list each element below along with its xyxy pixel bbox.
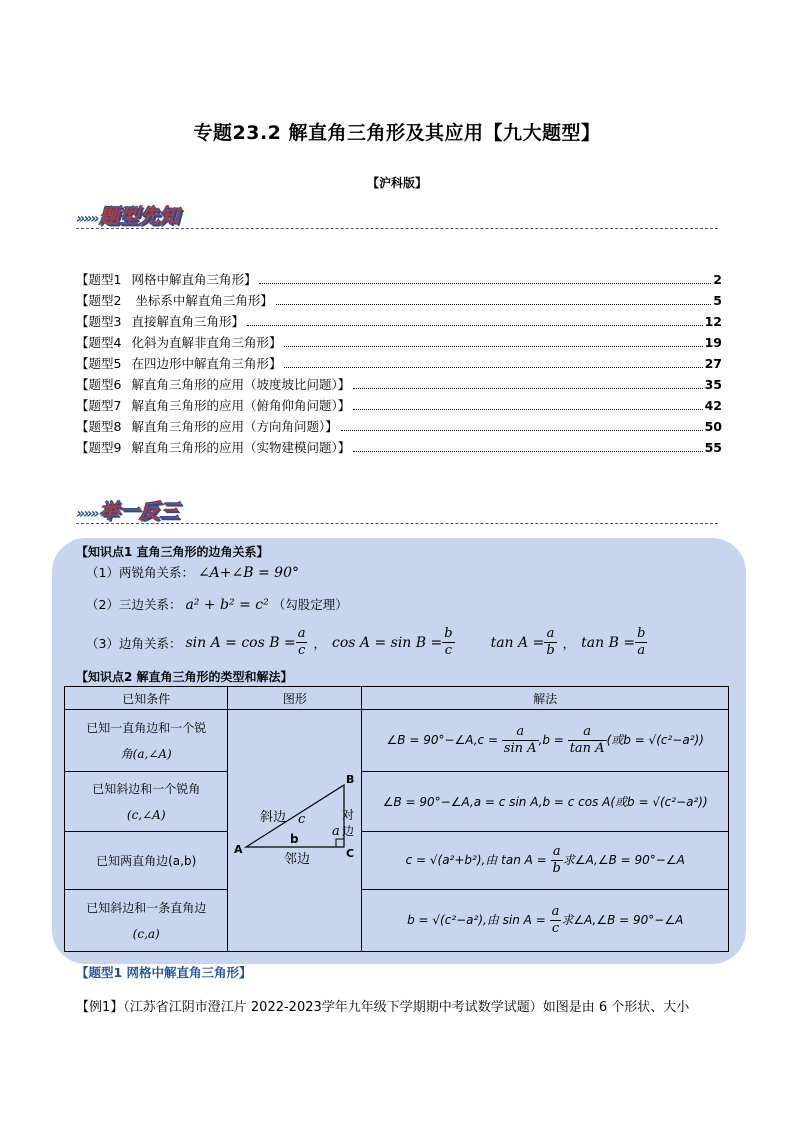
toc-leader	[353, 388, 702, 389]
toc-tag: 【题型2	[76, 293, 122, 308]
condition-cell: 已知两直角边(a,b)	[65, 832, 228, 890]
col-known: 已知条件	[65, 687, 228, 710]
toc-tag: 【题型1	[76, 272, 122, 287]
toc-item[interactable]	[76, 312, 722, 333]
toc-label	[76, 291, 273, 309]
toc-leader	[353, 409, 702, 410]
toc-tag: 【题型4	[76, 335, 122, 350]
toc-label	[76, 270, 256, 288]
knowledge-point-1-heading: 【知识点1 直角三角形的边角关系】	[76, 545, 269, 559]
banner-examples	[76, 495, 179, 524]
toc-page: 5	[713, 293, 722, 308]
toc-leader	[284, 346, 702, 347]
page-title: 专题23.2 解直角三角形及其应用【九大题型】	[193, 122, 601, 144]
col-method: 解法	[362, 687, 729, 710]
toc-leader	[353, 451, 702, 452]
adjacent-label: 邻边	[284, 851, 311, 867]
kp1-item-2-formula: a² + b² = c²	[185, 597, 269, 613]
toc-label	[76, 375, 350, 393]
kp1-item-1-label: （1）两锐角关系：	[86, 565, 194, 580]
toc-tag: 【题型7	[76, 398, 122, 413]
chevron-icon: »»»	[76, 211, 98, 227]
banner-text: 举一反三	[99, 499, 180, 523]
section-heading: 【题型1 网格中解直角三角形】	[76, 965, 252, 980]
method-cell: ∠B = 90°−∠A,c = $\frac{a}{\text{sin A}}$ ,b = $\frac{a}{\text{tan A}}$ (或b = √(c²−a²))	[362, 710, 729, 772]
opposite-label-1: 对	[342, 807, 355, 822]
opposite-label-2: 边	[342, 823, 355, 838]
kp1-item-2	[86, 595, 348, 613]
toc-item[interactable]	[76, 354, 722, 375]
divider	[76, 228, 718, 229]
fraction-a-over-c: $\frac{a}{c}$	[297, 626, 306, 658]
toc-label	[76, 396, 350, 414]
side-b: b	[290, 831, 300, 846]
toc-text: 化斜为直解非直角三角形】	[131, 335, 282, 350]
toc-text: 解直角三角形的应用（方向角问题）】	[131, 419, 338, 434]
kp1-item-1	[86, 563, 299, 581]
toc-page: 50	[704, 419, 722, 434]
condition-cell: 已知斜边和一个锐角 (c,∠A)	[65, 772, 228, 832]
toc-item[interactable]	[76, 417, 722, 438]
toc-tag: 【题型3	[76, 314, 122, 329]
formula-sin: sin A = cos B =	[185, 634, 296, 651]
toc-label	[76, 354, 281, 372]
condition-cell: 已知一直角边和一个锐 角(a,∠A)	[65, 710, 228, 772]
divider	[76, 523, 718, 524]
toc-tag: 【题型5	[76, 356, 122, 371]
toc-text: 网格中解直角三角形】	[131, 272, 257, 287]
side-c: c	[298, 811, 306, 827]
toc-page: 35	[704, 377, 722, 392]
table-row	[65, 890, 729, 952]
toc-item[interactable]	[76, 333, 722, 354]
table-of-contents	[76, 270, 722, 459]
toc-page: 42	[704, 398, 722, 413]
toc-text: 解直角三角形的应用（俯角仰角问题）】	[131, 398, 351, 413]
toc-item[interactable]	[76, 291, 722, 312]
toc-leader	[284, 367, 702, 368]
toc-tag: 【题型8	[76, 419, 122, 434]
vertex-B: B	[346, 772, 355, 786]
condition-cell: 已知斜边和一条直角边 (c,a)	[65, 890, 228, 952]
vertex-A: A	[234, 842, 243, 856]
toc-item[interactable]	[76, 375, 722, 396]
toc-tag: 【题型9	[76, 440, 122, 455]
example-text: 【例1】（江苏省江阴市澄江片 2022-2023学年九年级下学期期中考试数学试题）如图是由 6 个形状、大小	[76, 1000, 690, 1015]
toc-page: 2	[713, 272, 722, 287]
fraction-a-over-b: $\frac{a}{b}$	[546, 626, 555, 658]
toc-text: 直接解直角三角形】	[131, 314, 244, 329]
table-header-row	[65, 687, 729, 710]
solution-table	[64, 686, 729, 952]
toc-leader	[341, 430, 703, 431]
kp1-item-2-label: （2）三边关系：	[86, 597, 182, 612]
toc-label	[76, 417, 338, 435]
vertex-C: C	[346, 846, 355, 860]
toc-item[interactable]	[76, 270, 722, 291]
edition-label: 【沪科版】	[366, 176, 427, 190]
col-figure: 图形	[228, 687, 362, 710]
right-triangle-figure	[228, 711, 361, 951]
formula-cos: cos A = sin B =	[332, 634, 443, 651]
toc-item[interactable]	[76, 438, 722, 459]
toc-page: 12	[704, 314, 722, 329]
toc-text: 解直角三角形的应用（坡度坡比问题）】	[131, 377, 351, 392]
toc-text: 在四边形中解直角三角形】	[131, 356, 282, 371]
side-a: a	[332, 823, 341, 839]
toc-leader	[259, 283, 711, 284]
toc-page: 27	[704, 356, 722, 371]
toc-label	[76, 312, 244, 330]
toc-item[interactable]	[76, 396, 722, 417]
formula-tanA: tan A =	[490, 634, 545, 651]
fraction-b-over-a: $\frac{b}{a}$	[637, 626, 646, 658]
method-cell: ∠B = 90°−∠A,a = c sin A,b = c cos A(或b = √(c²−a²))	[362, 772, 729, 832]
fraction-b-over-c: $\frac{b}{c}$	[444, 626, 453, 658]
kp1-item-2-note: （勾股定理）	[272, 597, 348, 612]
formula-tanB: tan B =	[581, 634, 636, 651]
toc-tag: 【题型6	[76, 377, 122, 392]
table-row	[65, 832, 729, 890]
toc-label	[76, 333, 281, 351]
chevron-icon: »»»	[76, 506, 98, 522]
toc-page: 19	[704, 335, 722, 350]
knowledge-point-2-heading: 【知识点2 解直角三角形的类型和解法】	[76, 670, 293, 684]
toc-leader	[276, 304, 711, 305]
table-row	[65, 710, 729, 772]
hypotenuse-label: 斜边	[260, 809, 287, 825]
table-row	[65, 772, 729, 832]
toc-page: 55	[704, 440, 722, 455]
banner-question-types	[76, 200, 179, 229]
banner-text: 题型先知	[99, 204, 180, 228]
toc-text: 解直角三角形的应用（实物建模问题）】	[131, 440, 351, 455]
kp1-item-3-label: （3）边角关系：	[86, 635, 182, 651]
method-cell: c = √(a²+b²),由 tan A = $\frac{a}{b}$ 求∠A,∠B = 90°−∠A	[362, 832, 729, 890]
kp1-item-3: （3）边角关系： sin A = cos B = $\frac{a}{c}$ ， cos A = sin B = $\frac{b}{c}$ tan A = $\frac{a}{b}$ ， tan B = $\frac{b}{a}$	[86, 626, 646, 658]
figure-cell	[228, 710, 362, 952]
toc-label	[76, 438, 350, 456]
method-cell: b = √(c²−a²),由 sin A = $\frac{a}{c}$ 求∠A,∠B = 90°−∠A	[362, 890, 729, 952]
toc-leader	[247, 325, 703, 326]
toc-text: 坐标系中解直角三角形】	[131, 293, 273, 308]
kp1-item-1-formula: ∠A+∠B = 90°	[197, 565, 299, 581]
